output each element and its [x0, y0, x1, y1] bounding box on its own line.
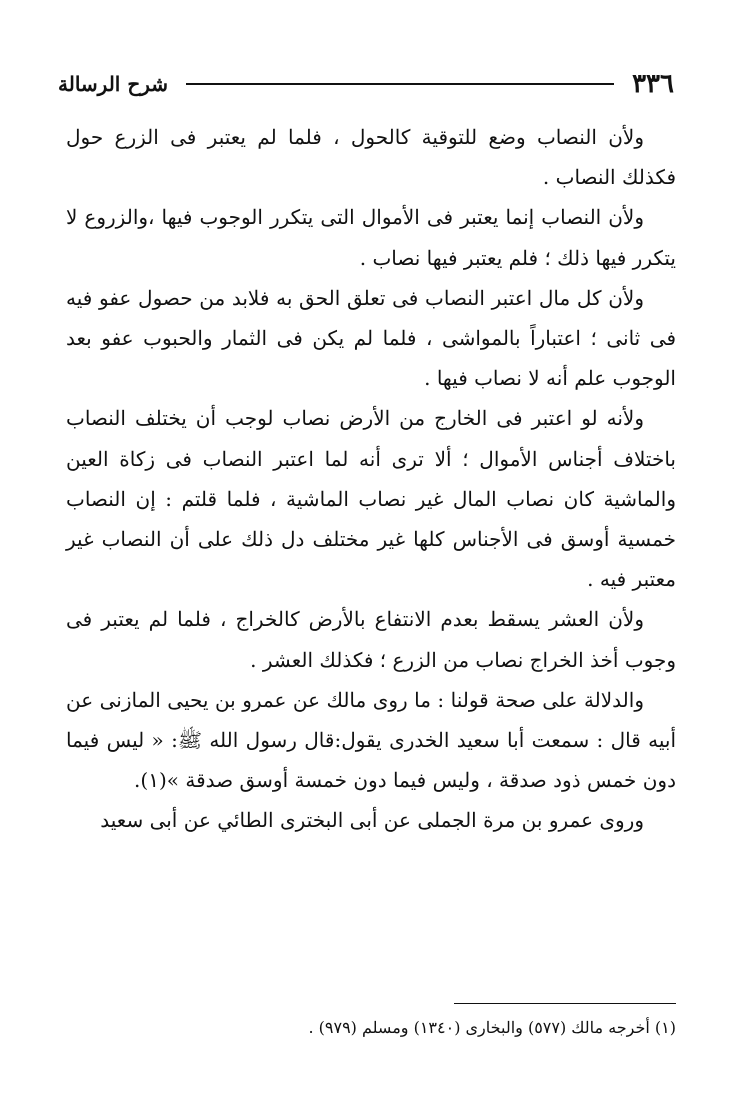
paragraph: وروى عمرو بن مرة الجملى عن أبى البخترى الطائي عن أبى سعيد [100, 808, 644, 833]
paragraph: ولأنه لو اعتبر فى الخارج من الأرض نصاب لوجب أن يختلف النصاب باختلاف أجناس الأموال ؛ ألا ترى أنه لما اعتبر النصاب فى زكاة العين والماشية كان نصاب المال غير نصاب الماشية ، فلما قلتم : إن النصاب خمسية أوسق فى الأجناس كلها غير مختلف دل ذلك على أن النصاب غير معتبر فيه . [66, 406, 676, 592]
paragraph: ولأن كل مال اعتبر النصاب فى تعلق الحق به فلابد من حصول عفو فيه فى ثانى ؛ اعتباراً بالمواشى ، فلما لم يكن فى الثمار والحبوب عفو بعد الوجوب علم أنه لا نصاب فيها . [66, 285, 677, 391]
body-text [66, 117, 676, 841]
header-rule [186, 83, 614, 85]
paragraph: ولأن العشر يسقط بعدم الانتفاع بالأرض كالخراج ، فلما لم يعتبر فى وجوب أخذ الخراج نصاب من الزرع ؛ فكذلك العشر . [66, 607, 676, 672]
footnote-rule [454, 1003, 676, 1004]
page-header [58, 66, 674, 102]
running-title: شرح الرسالة [58, 72, 169, 96]
paragraph: ولأن النصاب إنما يعتبر فى الأموال التى يتكرر الوجوب فيها ،والزروع لا يتكرر فيها ذلك ؛ فلم يعتبر فيها نصاب . [66, 205, 676, 270]
page-number: ٣٣٦ [632, 69, 674, 99]
footnote: (١) أخرجه مالك (٥٧٧) والبخارى (١٣٤٠) ومسلم (٩٧٩) . [308, 1018, 676, 1037]
paragraph: والدلالة على صحة قولنا : ما روى مالك عن عمرو بن يحيى المازنى عن أبيه قال : سمعت أبا سعيد الخدرى يقول:قال رسول الله ﷺ: « ليس فيما دون خمس ذود صدقة ، وليس فيما دون خمسة أوسق صدقة »(١). [66, 687, 677, 793]
paragraph: ولأن النصاب وضع للتوقية كالحول ، فلما لم يعتبر فى الزرع حول فكذلك النصاب . [66, 125, 676, 190]
